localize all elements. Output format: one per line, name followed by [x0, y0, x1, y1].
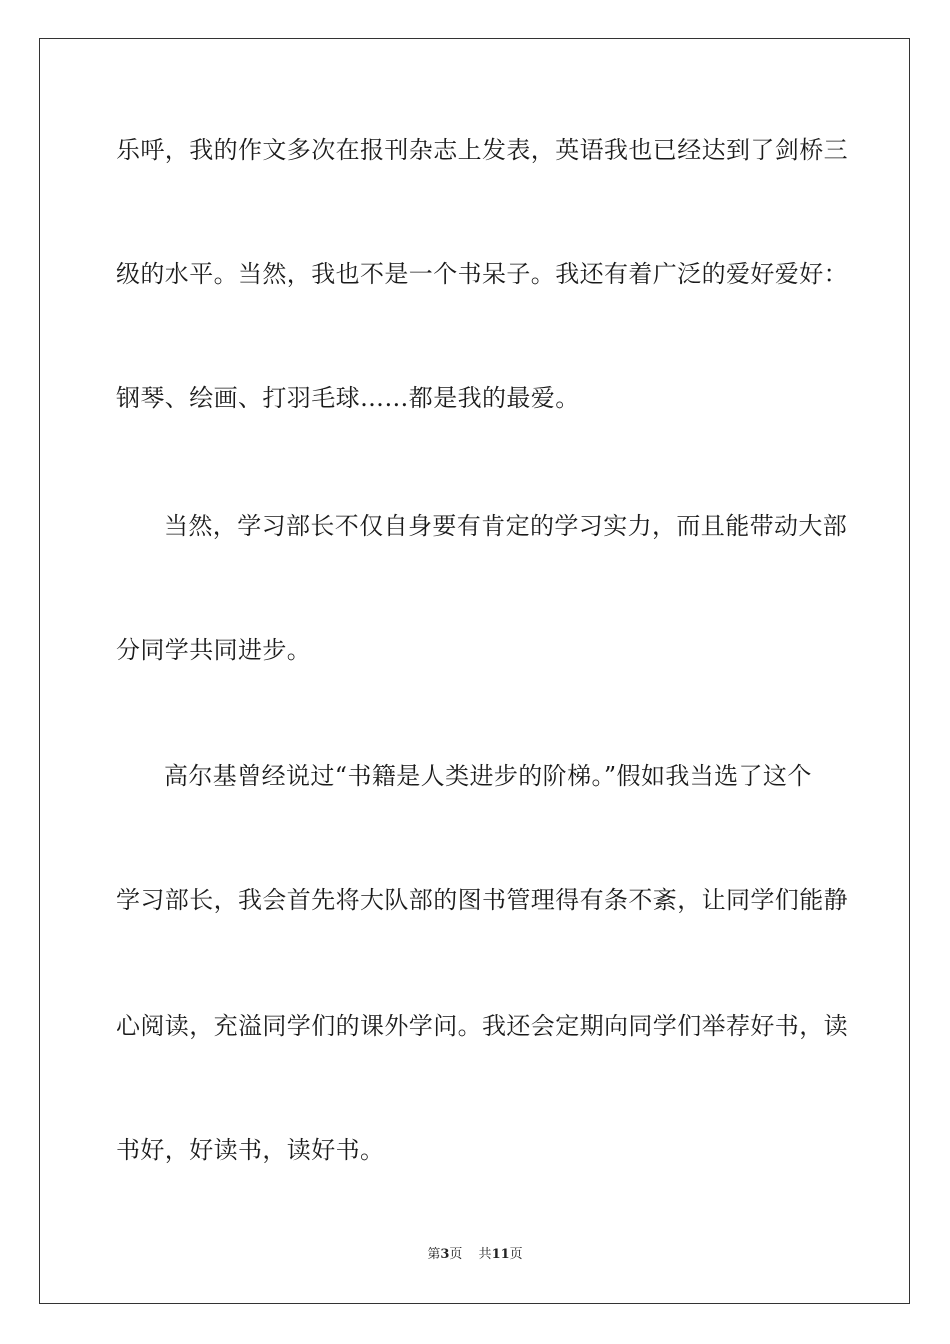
- page-number: 3: [440, 1247, 450, 1262]
- total-pages: 11: [491, 1247, 510, 1262]
- text-line-4: 当然，学习部长不仅自身要有肯定的学习实力，而且能带动大部: [164, 512, 848, 540]
- text-line-3: 钢琴、绘画、打羽毛球……都是我的最爱。: [116, 384, 580, 412]
- page-footer: [0, 1246, 950, 1264]
- text-line-7: 学习部长，我会首先将大队部的图书管理得有条不紊，让同学们能静: [116, 886, 848, 914]
- text-line-1: 乐呼，我的作文多次在报刊杂志上发表，英语我也已经达到了剑桥三: [116, 136, 848, 164]
- page-indicator: [427, 1247, 462, 1262]
- text-line-6: 高尔基曾经说过“书籍是人类进步的阶梯。”假如我当选了这个: [164, 762, 812, 790]
- total-indicator: [479, 1247, 523, 1262]
- total-suffix: 页: [509, 1247, 523, 1262]
- page-suffix: 页: [449, 1247, 463, 1262]
- total-prefix: 共: [478, 1247, 492, 1262]
- page-prefix: 第: [427, 1247, 441, 1262]
- text-line-5: 分同学共同进步。: [116, 636, 312, 664]
- page-border: [39, 38, 910, 1304]
- text-line-2: 级的水平。当然，我也不是一个书呆子。我还有着广泛的爱好爱好：: [116, 260, 848, 288]
- text-line-9: 书好，好读书，读好书。: [116, 1136, 385, 1164]
- text-line-8: 心阅读，充溢同学们的课外学问。我还会定期向同学们举荐好书，读: [116, 1012, 848, 1040]
